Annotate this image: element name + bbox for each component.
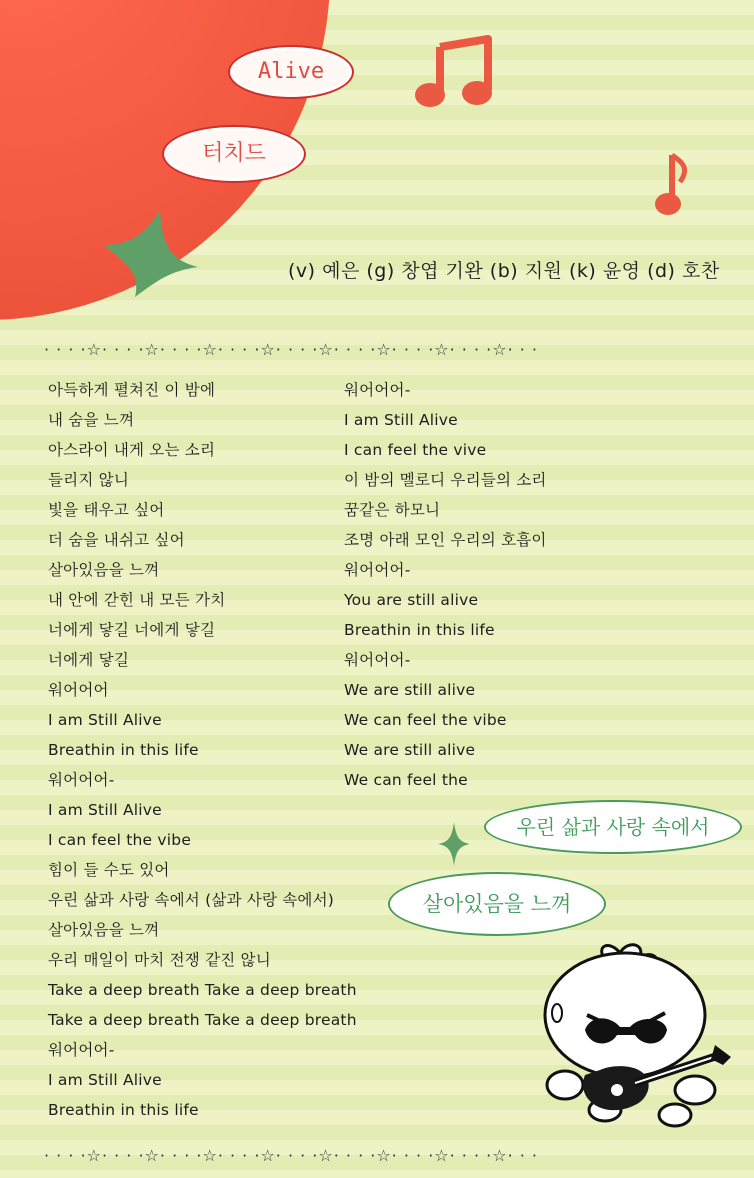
lyric-line: 살아있음을 느껴	[48, 561, 160, 579]
lyric-line: Take a deep breath Take a deep breath	[48, 981, 357, 999]
small-sparkle-icon	[438, 822, 470, 866]
lyric-line: 워어어어-	[344, 381, 411, 399]
lyric-line: 너에게 닿길	[48, 651, 129, 669]
lyric-line: I am Still Alive	[344, 411, 458, 429]
lyric-line: Breathin in this life	[48, 1101, 199, 1119]
lyric-line: 워어어어-	[344, 651, 411, 669]
lyric-line: I am Still Alive	[48, 801, 162, 819]
star-divider-bottom: · · · ·☆· · · ·☆· · · ·☆· · · ·☆· · · ·☆· · · ·☆· · · ·☆· · · ·☆· · ·	[44, 1146, 538, 1165]
lyric-line: I am Still Alive	[48, 711, 162, 729]
lyric-line: Breathin in this life	[48, 741, 199, 759]
lyric-line: 워어어어	[48, 681, 109, 699]
lyric-line: 들리지 않니	[48, 471, 129, 489]
lyric-line: I can feel the vive	[344, 441, 487, 459]
lyric-line: 너에게 닿길 너에게 닿길	[48, 621, 216, 639]
lyric-line: We are still alive	[344, 681, 476, 699]
artist-badge	[162, 125, 306, 183]
song-title-badge	[228, 45, 354, 99]
lyric-line: 워어어어-	[48, 771, 115, 789]
lyric-line: 워어어어-	[48, 1041, 115, 1059]
lyric-line: 워어어어-	[344, 561, 411, 579]
lyric-line: 꿈같은 하모니	[344, 501, 441, 519]
lyric-line: We can feel the vibe	[344, 711, 507, 729]
star-divider-top: · · · ·☆· · · ·☆· · · ·☆· · · ·☆· · · ·☆· · · ·☆· · · ·☆· · · ·☆· · ·	[44, 340, 538, 359]
lyric-line: 더 숨을 내쉬고 싶어	[48, 531, 185, 549]
lyric-line: 우리 매일이 마치 전쟁 같진 않니	[48, 951, 271, 969]
lyrics-right-column	[344, 375, 547, 795]
lyric-line: 아득하게 펼쳐진 이 밤에	[48, 381, 216, 399]
lyric-line: 힘이 들 수도 있어	[48, 861, 170, 879]
music-note-icon	[410, 35, 500, 110]
sparkle-icon	[100, 205, 200, 300]
tomato-guitarist-illustration	[535, 935, 735, 1135]
lyric-line: 아스라이 내게 오는 소리	[48, 441, 216, 459]
lyric-bubble-1: 우린 삶과 사랑 속에서	[484, 800, 742, 854]
lyrics-left-column	[48, 375, 357, 1125]
lyric-line: 내 숨을 느껴	[48, 411, 135, 429]
lyric-line: 우린 삶과 사랑 속에서 (삶과 사랑 속에서)	[48, 891, 335, 909]
lyric-line: We can feel the	[344, 771, 468, 789]
artist-name: 터치드	[202, 141, 266, 166]
lyric-line: We are still alive	[344, 741, 476, 759]
lyric-line: I can feel the vibe	[48, 831, 192, 849]
lyric-line: 살아있음을 느껴	[48, 921, 160, 939]
eighth-note-icon	[650, 150, 695, 220]
lyric-line: Take a deep breath Take a deep breath	[48, 1011, 357, 1029]
lyric-line: I am Still Alive	[48, 1071, 162, 1089]
lyric-line: 조명 아래 모인 우리의 호흡이	[344, 531, 547, 549]
band-credits: (v) 예은 (g) 창엽 기완 (b) 지원 (k) 윤영 (d) 호찬	[288, 260, 720, 282]
lyric-line: 이 밤의 멜로디 우리들의 소리	[344, 471, 547, 489]
lyric-line: You are still alive	[344, 591, 479, 609]
lyric-line: 빛을 태우고 싶어	[48, 501, 165, 519]
song-title: Alive	[257, 59, 325, 84]
lyric-line: 내 안에 갇힌 내 모든 가치	[48, 591, 226, 609]
lyric-line: Breathin in this life	[344, 621, 495, 639]
lyric-bubble-2: 살아있음을 느껴	[388, 872, 606, 936]
